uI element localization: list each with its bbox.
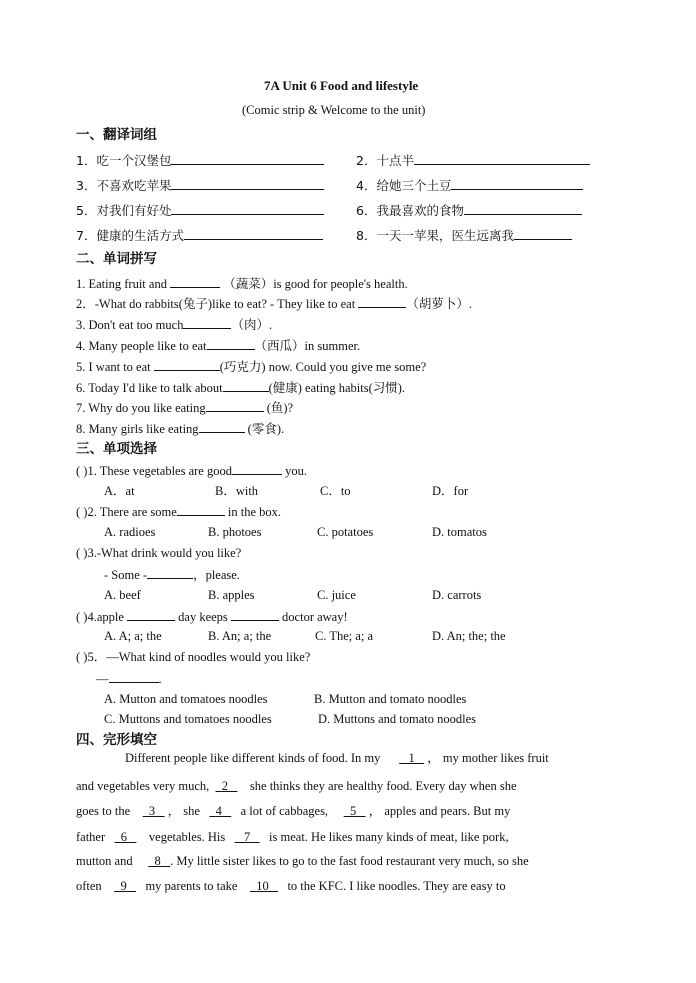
cloze-line: and vegetables very much, 2 she thinks they are healthy food. Every day when she bbox=[76, 779, 517, 793]
cloze-line: often 9 my parents to take 10 to the KFC. I like noodles. They are easy to bbox=[76, 879, 506, 893]
cloze-blank-number[interactable]: 3 bbox=[148, 804, 156, 818]
worksheet-subtitle: (Comic strip & Welcome to the unit) bbox=[242, 103, 426, 117]
choice-question: ( )4.apple day keeps doctor away! bbox=[76, 610, 348, 624]
cloze-blank-number[interactable]: 6 bbox=[120, 830, 128, 844]
option-b[interactable]: B. photoes bbox=[208, 525, 262, 539]
answer-blank[interactable] bbox=[232, 462, 282, 475]
option-a[interactable]: A. radioes bbox=[104, 525, 156, 539]
cloze-blank-number[interactable]: 10 bbox=[256, 879, 269, 893]
choice-question-line: — . bbox=[96, 672, 162, 686]
option-d[interactable]: D. An; the; the bbox=[432, 629, 506, 643]
choice-question: ( )2. There are some in the box. bbox=[76, 505, 282, 519]
option-d[interactable]: D. carrots bbox=[432, 588, 482, 602]
option-b[interactable]: B. Mutton and tomato noodles bbox=[314, 692, 467, 706]
answer-blank[interactable] bbox=[147, 566, 193, 579]
cloze-blank-number[interactable]: 1 bbox=[408, 751, 415, 765]
option-b[interactable]: B．with bbox=[215, 484, 259, 498]
option-b[interactable]: B. An; a; the bbox=[208, 629, 272, 643]
choice-question-line: - Some - ，please. bbox=[104, 568, 240, 582]
spelling-item: 8. Many girls like eating (零食). bbox=[76, 422, 285, 436]
option-d[interactable]: D. Muttons and tomato noodles bbox=[318, 712, 476, 726]
spelling-item: 4. Many people like to eat （西瓜）in summer. bbox=[76, 339, 361, 353]
cloze-blank-number[interactable]: 2 bbox=[221, 779, 229, 793]
option-c[interactable]: C. potatoes bbox=[317, 525, 374, 539]
option-c[interactable]: C. The; a; a bbox=[315, 629, 374, 643]
option-a[interactable]: A. beef bbox=[104, 588, 141, 602]
option-d[interactable]: D. tomatos bbox=[432, 525, 487, 539]
option-a[interactable]: A. Mutton and tomatoes noodles bbox=[104, 692, 268, 706]
answer-blank[interactable] bbox=[170, 275, 220, 288]
answer-blank[interactable] bbox=[451, 177, 583, 190]
section-heading-choice: 三、单项选择 bbox=[76, 441, 157, 457]
answer-blank[interactable] bbox=[414, 152, 590, 165]
spelling-item: 7. Why do you like eating (鱼)? bbox=[76, 401, 294, 415]
answer-blank[interactable] bbox=[464, 202, 582, 215]
spelling-item: 1. Eating fruit and （蔬菜）is good for people's health. bbox=[76, 277, 408, 291]
option-c[interactable]: C. juice bbox=[317, 588, 356, 602]
translate-item: 8．一天一苹果，医生远离我 bbox=[356, 227, 572, 244]
translate-item: 2．十点半 bbox=[356, 152, 590, 169]
cloze-blank-number[interactable]: 8 bbox=[154, 854, 161, 868]
translate-item: 1．吃一个汉堡包 bbox=[76, 152, 324, 169]
spelling-item: 5. I want to eat (巧克力) now. Could you give me some? bbox=[76, 360, 427, 374]
section-heading-translation: 一、翻译词组 bbox=[76, 127, 157, 143]
spelling-item: 2．-What do rabbits(兔子)like to eat? - They like to eat （胡萝卜）. bbox=[76, 297, 472, 311]
answer-blank[interactable] bbox=[223, 379, 269, 392]
option-c[interactable]: C. Muttons and tomatoes noodles bbox=[104, 712, 272, 726]
answer-blank[interactable] bbox=[109, 670, 159, 683]
answer-blank[interactable] bbox=[177, 503, 225, 516]
answer-blank[interactable] bbox=[358, 295, 406, 308]
section-heading-cloze: 四、完形填空 bbox=[76, 732, 157, 748]
cloze-blank-number[interactable]: 5 bbox=[349, 804, 357, 818]
cloze-blank-number[interactable]: 4 bbox=[215, 804, 222, 818]
answer-blank[interactable] bbox=[184, 227, 323, 240]
option-b[interactable]: B. apples bbox=[208, 588, 255, 602]
answer-blank[interactable] bbox=[171, 152, 324, 165]
choice-question: ( )5．—What kind of noodles would you like? bbox=[76, 650, 311, 664]
option-a[interactable]: A. A; a; the bbox=[104, 629, 162, 643]
answer-blank[interactable] bbox=[231, 608, 279, 621]
translate-item: 7．健康的生活方式 bbox=[76, 227, 323, 244]
answer-blank[interactable] bbox=[171, 202, 324, 215]
translate-item: 6．我最喜欢的食物 bbox=[356, 202, 582, 219]
option-d[interactable]: D．for bbox=[432, 484, 469, 498]
answer-blank[interactable] bbox=[199, 420, 245, 433]
spelling-item: 3. Don't eat too much （肉）. bbox=[76, 318, 273, 332]
cloze-line: mutton and 8 . My little sister likes to go to the fast food restaurant very much, so she bbox=[76, 854, 529, 868]
option-c[interactable]: C．to bbox=[320, 484, 351, 498]
translate-item: 4．给她三个土豆 bbox=[356, 177, 583, 194]
option-a[interactable]: A．at bbox=[104, 484, 135, 498]
answer-blank[interactable] bbox=[207, 337, 255, 350]
translate-item: 3．不喜欢吃苹果 bbox=[76, 177, 324, 194]
cloze-blank-number[interactable]: 9 bbox=[120, 879, 127, 893]
answer-blank[interactable] bbox=[127, 608, 175, 621]
worksheet-title: 7A Unit 6 Food and lifestyle bbox=[264, 78, 419, 93]
answer-blank[interactable] bbox=[171, 177, 324, 190]
answer-blank[interactable] bbox=[154, 358, 220, 371]
cloze-line: father 6 vegetables. His 7 is meat. He likes many kinds of meat, like pork, bbox=[76, 830, 509, 844]
cloze-line: Different people like different kinds of food. In my 1 ， my mother likes fruit bbox=[125, 751, 549, 765]
spelling-item: 6. Today I'd like to talk about (健康) eating habits(习惯). bbox=[76, 381, 406, 395]
answer-blank[interactable] bbox=[514, 227, 572, 240]
choice-question: ( )1. These vegetables are good you. bbox=[76, 464, 307, 478]
section-heading-spelling: 二、单词拼写 bbox=[76, 251, 157, 267]
translate-item: 5．对我们有好处 bbox=[76, 202, 324, 219]
answer-blank[interactable] bbox=[183, 316, 231, 329]
choice-question: ( )3.-What drink would you like? bbox=[76, 546, 242, 560]
cloze-line: goes to the 3 ， she 4 a lot of cabbages, 5 ， apples and pears. But my bbox=[76, 804, 511, 818]
cloze-blank-number[interactable]: 7 bbox=[244, 830, 251, 844]
answer-blank[interactable] bbox=[206, 399, 264, 412]
